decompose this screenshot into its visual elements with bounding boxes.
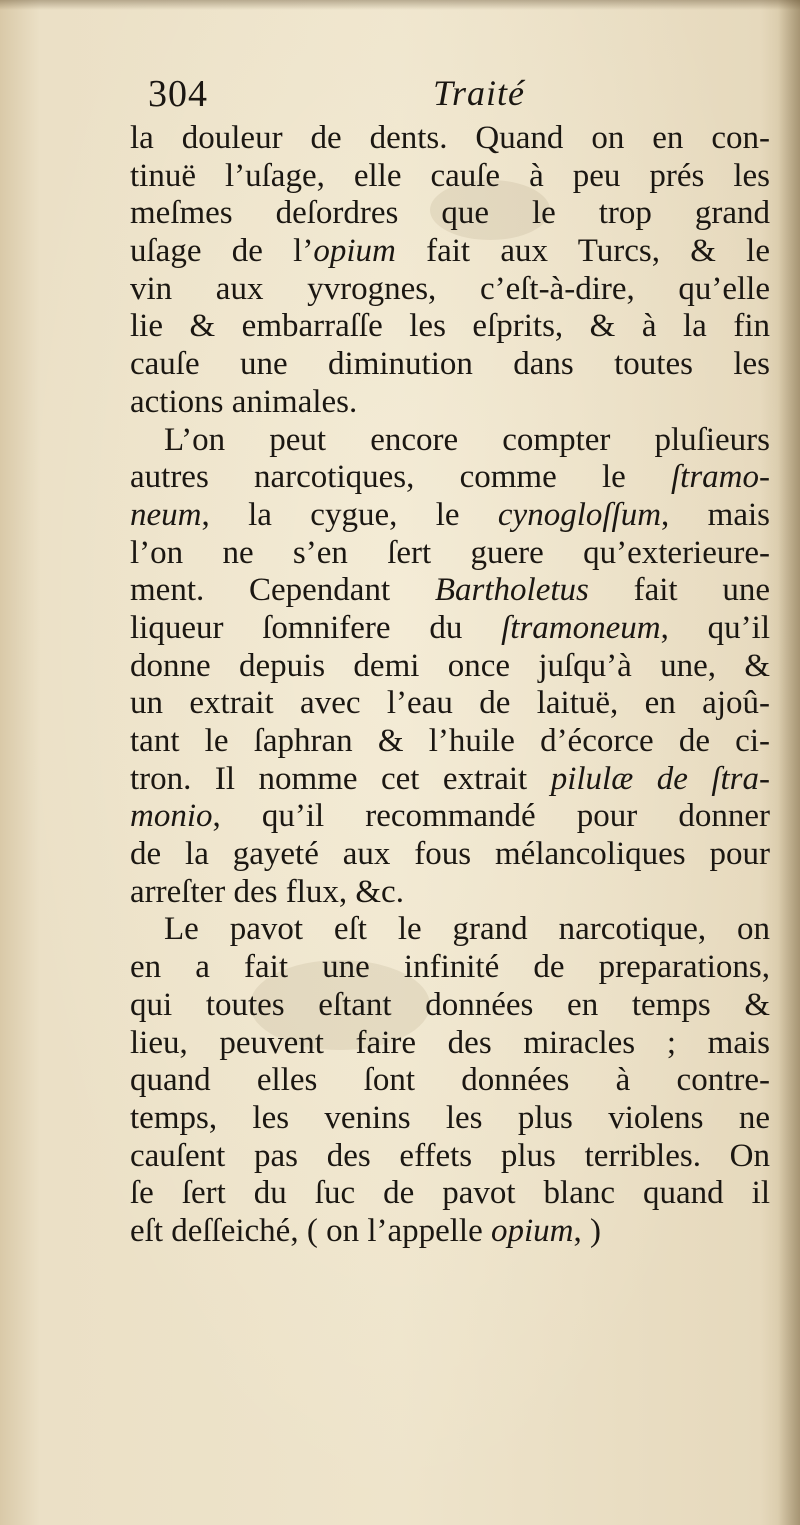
text-run: , ): [573, 1212, 602, 1249]
text-line: [130, 271, 770, 309]
text-run: arreſter des flux, &c.: [130, 873, 404, 910]
text-line: [130, 723, 770, 761]
text-run: lieu, peuvent faire des miracles ; mais: [130, 1024, 770, 1061]
text-run: en a fait une infinité de preparations,: [130, 949, 770, 986]
italic-text: monio: [130, 798, 213, 835]
text-run: qui toutes eſtant données en temps &: [130, 986, 770, 1023]
running-title: Traité: [433, 73, 526, 113]
text-line: [130, 308, 770, 346]
text-run: ment. Cependant: [130, 572, 435, 609]
text-run: tinuë l’uſage, elle cauſe à peu prés les: [130, 157, 770, 194]
text-line: [130, 874, 770, 912]
text-run: donne depuis demi once juſqu’à une, &: [130, 647, 770, 684]
text-run: temps, les venins les plus violens ne: [130, 1099, 770, 1136]
text-line: [130, 384, 770, 422]
text-run: cauſent pas des effets plus terribles. On: [130, 1137, 770, 1174]
text-line: [130, 572, 770, 610]
page-number: 304: [148, 73, 208, 115]
page-gutter-shadow: [778, 0, 800, 1525]
text-run: la douleur de dents. Quand on en con-: [130, 120, 770, 156]
text-run: de la gayeté aux fous mélancoliques pour: [130, 836, 770, 873]
italic-text: opium: [491, 1212, 574, 1249]
italic-text: opium: [313, 233, 396, 270]
body-text: [130, 120, 770, 1251]
text-line: [130, 459, 770, 497]
text-run: fait une: [588, 572, 771, 609]
text-line: [130, 497, 770, 535]
text-run: tron. Il nomme cet extrait: [130, 760, 551, 797]
text-run: liqueur ſomnifere du: [130, 609, 502, 646]
text-line: [130, 685, 770, 723]
text-line: [130, 346, 770, 384]
text-run: tant le ſaphran & l’huile d’écorce de ci-: [130, 723, 770, 759]
text-line: [130, 1175, 770, 1213]
text-line: [130, 911, 770, 949]
text-line: [130, 1138, 770, 1176]
text-run: l’on ne s’en ſert guere qu’exterieure-: [130, 534, 770, 571]
text-line: [130, 949, 770, 987]
text-line: [130, 1100, 770, 1138]
italic-text: Bartholetus: [434, 572, 589, 609]
text-line: [130, 120, 770, 158]
text-line: [130, 648, 770, 686]
text-run: vin aux yvrognes, c’eſt-à-dire, qu’elle: [130, 270, 770, 307]
text-line: [130, 535, 770, 573]
text-line: [130, 836, 770, 874]
text-line: [130, 1062, 770, 1100]
page-top-edge-shadow: [0, 0, 800, 10]
italic-text: cynogloſſum: [497, 496, 662, 533]
text-run: un extrait avec l’eau de laituë, en ajoû-: [130, 685, 770, 722]
text-line: [130, 158, 770, 196]
text-run: cauſe une diminution dans toutes les: [130, 346, 770, 383]
text-run: , la cygue, le: [201, 496, 498, 533]
text-run: fait aux Turcs, & le: [395, 233, 770, 270]
italic-text: ſtramoneum: [501, 609, 661, 646]
text-run: uſage de l’: [130, 233, 314, 270]
text-run: actions animales.: [130, 383, 358, 420]
text-run: ſe ſert du ſuc de pavot blanc quand il: [130, 1175, 770, 1212]
text-run: quand elles ſont données à contre-: [130, 1062, 770, 1099]
text-run: autres narcotiques, comme le: [130, 459, 671, 496]
text-line: [130, 1213, 770, 1251]
text-run: , mais: [661, 496, 770, 533]
text-run: , qu’il recommandé pour donner: [212, 798, 770, 835]
page-header: [148, 72, 748, 118]
text-run: eſt deſſeiché, ( on l’appelle: [130, 1212, 492, 1249]
text-line: [130, 422, 770, 460]
text-run: lie & embarraſſe les eſprits, & à la fin: [130, 308, 770, 345]
text-line: [130, 610, 770, 648]
text-run: , qu’il: [660, 609, 770, 646]
text-line: [130, 195, 770, 233]
text-line: [130, 987, 770, 1025]
text-line: [130, 233, 770, 271]
italic-text: neum: [130, 496, 202, 533]
italic-text: ſtramo-: [671, 459, 770, 496]
text-run: Le pavot eſt le grand narcotique, on: [164, 911, 770, 948]
text-line: [130, 1025, 770, 1063]
text-run: L’on peut encore compter pluſieurs: [164, 421, 770, 458]
text-run: meſmes deſordres que le trop grand: [130, 195, 770, 232]
italic-text: pilulæ de ſtra-: [550, 760, 770, 797]
text-line: [130, 761, 770, 799]
text-line: [130, 798, 770, 836]
